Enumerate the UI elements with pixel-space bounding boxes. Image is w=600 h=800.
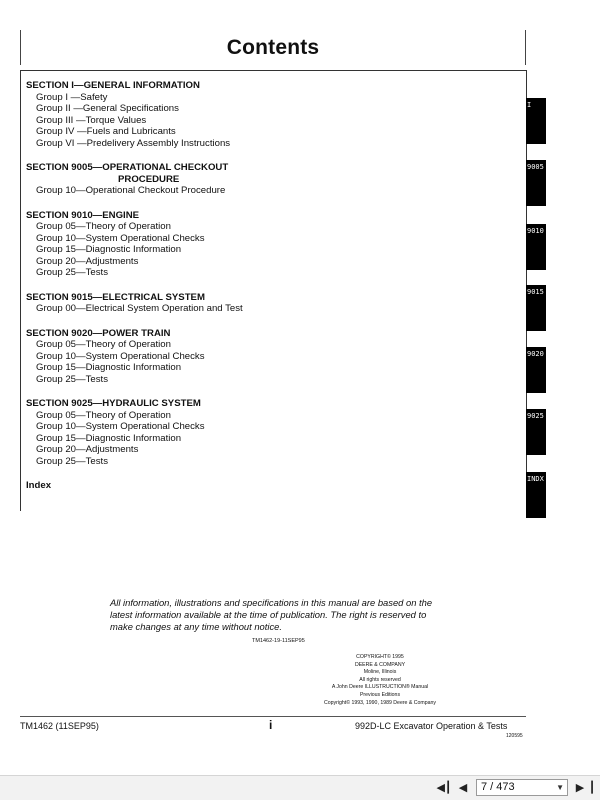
footer-manual-number: TM1462 (11SEP95) [20, 721, 99, 731]
toc-section-title[interactable]: SECTION 9020—POWER TRAIN [26, 327, 171, 339]
toc-spacer [26, 279, 516, 292]
section-tab[interactable]: 9015 [526, 285, 546, 331]
page-indicator-input[interactable] [476, 779, 568, 796]
toc-group-item[interactable]: Group 10—Operational Checkout Procedure [36, 185, 226, 196]
footer-page-number: i [269, 718, 273, 732]
toc-group-item[interactable]: Group 25—Tests [36, 267, 108, 278]
section-tab[interactable]: 9025 [526, 409, 546, 455]
last-page-icon[interactable]: ┃ [588, 781, 596, 794]
toc-group-item[interactable]: Group 15—Diagnostic Information [36, 362, 182, 373]
copyright-line: Moline, Illinois [363, 669, 397, 676]
copyright-line: A John Deere ILLUSTRUCTION® Manual [331, 684, 429, 691]
toc-section-title[interactable]: SECTION 9025—HYDRAULIC SYSTEM [26, 398, 201, 409]
toc-section-title[interactable]: Index [26, 480, 52, 491]
toc-spacer [26, 467, 516, 480]
toc-section-title[interactable]: SECTION I—GENERAL INFORMATION [26, 80, 200, 91]
page-title: Contents [226, 36, 320, 59]
toc-group-item[interactable]: Group 05—Theory of Operation [36, 339, 171, 350]
copyright-line: All rights reserved [359, 676, 401, 683]
toc-section-title[interactable]: SECTION 9005—OPERATIONAL CHECKOUT [26, 162, 229, 173]
page-indicator-text: 7 / 473 [481, 781, 515, 793]
toc-section-subtitle: PROCEDURE [118, 173, 180, 185]
toc-section [26, 328, 516, 386]
copyright-line: COPYRIGHT© 1995 [356, 654, 404, 660]
table-of-contents [26, 80, 516, 492]
footer-manual-title: 992D-LC Excavator Operation & Tests [355, 721, 508, 731]
dropdown-icon[interactable]: ▼ [556, 783, 564, 792]
toc-spacer [26, 149, 516, 162]
toc-group-item[interactable]: Group 20—Adjustments [36, 444, 139, 455]
copyright-line: Previous Editions [359, 691, 401, 698]
toc-section-title[interactable]: SECTION 9010—ENGINE [26, 209, 140, 221]
previous-page-icon[interactable]: ◀ [458, 781, 468, 794]
section-tab[interactable]: I [526, 98, 546, 144]
section-tab[interactable]: 9020 [526, 347, 546, 393]
toc-group-item[interactable]: Group 00—Electrical System Operation and Test [36, 303, 243, 314]
toc-section [26, 398, 516, 467]
toc-group-item[interactable]: Group 05—Theory of Operation [36, 409, 171, 421]
toc-section [26, 162, 516, 197]
toc-group-item[interactable]: Group 15—Diagnostic Information [36, 432, 182, 444]
toc-section [26, 480, 516, 492]
toc-section [26, 80, 516, 149]
toc-group-item[interactable]: Group 10—System Operational Checks [36, 350, 205, 362]
copyright-block [320, 654, 440, 707]
copyright-line: DEERE & COMPANY [354, 661, 406, 668]
toc-group-item[interactable]: Group VI —Predelivery Assembly Instructions [36, 137, 231, 149]
viewer-toolbar [0, 775, 600, 800]
toc-group-item[interactable]: Group 25—Tests [36, 373, 108, 385]
section-tab[interactable]: INDX [526, 472, 546, 518]
document-id: TM1462-19-11SEP95 [252, 638, 305, 644]
toc-spacer [26, 385, 516, 398]
toc-group-item[interactable]: Group 10—System Operational Checks [36, 232, 205, 244]
toc-spacer [26, 197, 516, 210]
toc-group-item[interactable]: Group III —Torque Values [36, 114, 147, 126]
toc-group-item[interactable]: Group IV —Fuels and Lubricants [36, 126, 176, 137]
footer-code: 120595 [506, 733, 523, 739]
toc-section [26, 292, 516, 315]
toc-group-item[interactable]: Group 15—Diagnostic Information [36, 244, 182, 255]
toc-group-item[interactable]: Group II —General Specifications [36, 103, 179, 114]
section-tab[interactable]: 9005 [526, 160, 546, 206]
first-page-icon[interactable]: ◀┃ [436, 781, 452, 794]
footer-divider [20, 716, 526, 717]
notice-text: All information, illustrations and specifications in this manual are based on the latest information available at the time of publication. The right is reserved to make changes at any time without notice. [110, 597, 433, 632]
section-tab[interactable]: 9010 [526, 224, 546, 270]
toc-group-item[interactable]: Group 20—Adjustments [36, 255, 139, 267]
toc-group-item[interactable]: Group 25—Tests [36, 455, 108, 467]
toc-group-item[interactable]: Group 10—System Operational Checks [36, 421, 205, 432]
next-page-icon[interactable]: ▶ [575, 781, 585, 794]
toc-section [26, 210, 516, 279]
toc-group-item[interactable]: Group I —Safety [36, 91, 108, 103]
copyright-line: Copyright© 1993, 1990, 1989 Deere & Company [324, 699, 436, 706]
toc-group-item[interactable]: Group 05—Theory of Operation [36, 221, 171, 232]
toc-section-title[interactable]: SECTION 9015—ELECTRICAL SYSTEM [26, 291, 205, 303]
toc-spacer [26, 315, 516, 328]
